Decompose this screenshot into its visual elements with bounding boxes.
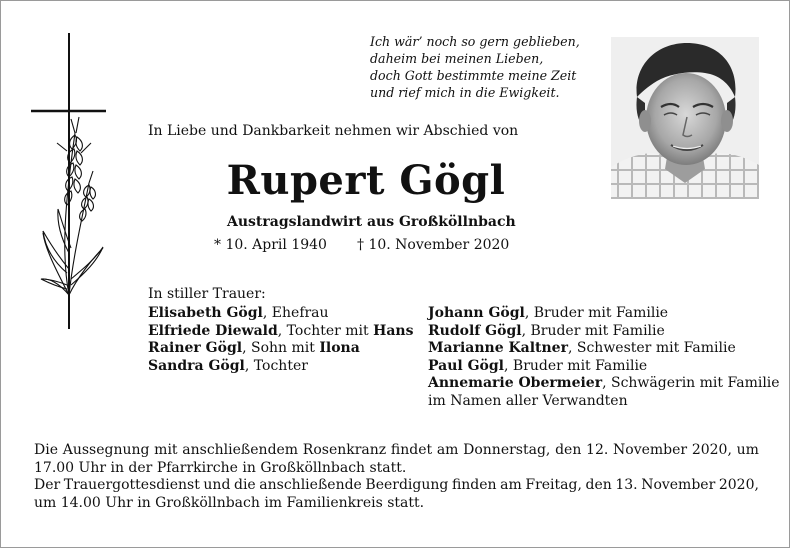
poem-line: und rief mich in die Ewigkeit. bbox=[370, 85, 560, 100]
mourner-entry bbox=[428, 358, 780, 376]
intro-text: In Liebe und Dankbarkeit nehmen wir Abschied von bbox=[148, 123, 519, 139]
mourner-entry bbox=[428, 375, 780, 393]
relatives-text: im Namen aller Verwandten bbox=[428, 392, 628, 409]
mourner-name: Johann Gögl bbox=[428, 305, 525, 321]
deceased-role: Austragslandwirt aus Großköllnbach bbox=[227, 214, 516, 230]
mourners-left-column bbox=[148, 305, 413, 375]
mourner-relation: , Tochter bbox=[244, 357, 308, 374]
mourners-right-column bbox=[428, 305, 780, 410]
relatives-line bbox=[428, 393, 780, 411]
poem-line: doch Gott bestimmte meine Zeit bbox=[370, 68, 577, 83]
mourner-entry bbox=[428, 323, 780, 341]
poem-line: Ich wär’ noch so gern geblieben, bbox=[370, 34, 580, 49]
mourner-name: Rainer Gögl bbox=[148, 340, 243, 356]
deceased-name: Rupert Gögl bbox=[226, 157, 506, 204]
mourner-relation: , Tochter mit bbox=[277, 322, 374, 339]
mourner-entry bbox=[428, 305, 780, 323]
mourner-relation: , Ehefrau bbox=[262, 305, 329, 321]
mourner-entry bbox=[148, 323, 413, 341]
mourner-name: Rudolf Gögl bbox=[428, 322, 522, 339]
mourner-entry bbox=[148, 305, 413, 323]
mourner-name: Paul Gögl bbox=[428, 357, 504, 374]
funeral-notice bbox=[34, 442, 759, 512]
mourner-partner: Ilona bbox=[319, 340, 360, 356]
notice-line: um 14.00 Uhr in Großköllnbach im Familienkreis statt. bbox=[34, 494, 425, 511]
mourner-name: Sandra Gögl bbox=[148, 357, 245, 374]
mourning-label: In stiller Trauer: bbox=[148, 286, 266, 302]
mourner-relation: , Sohn mit bbox=[242, 340, 320, 356]
mourner-relation: , Bruder mit Familie bbox=[524, 305, 669, 321]
death-date: † 10. November 2020 bbox=[357, 237, 510, 253]
mourner-entry bbox=[148, 358, 413, 376]
mourner-entry bbox=[148, 340, 413, 358]
mourner-relation: , Schwägerin mit Familie bbox=[602, 375, 780, 391]
notice-line: 17.00 Uhr in der Pfarrkirche in Großköllnbach statt. bbox=[34, 459, 407, 476]
mourner-name: Annemarie Obermeier bbox=[428, 375, 603, 391]
memorial-poem bbox=[370, 33, 600, 101]
mourner-relation: , Bruder mit Familie bbox=[521, 322, 665, 339]
mourner-name: Elfriede Diewald bbox=[148, 322, 278, 339]
birth-date: * 10. April 1940 bbox=[214, 237, 327, 253]
mourner-relation: , Schwester mit Familie bbox=[567, 340, 736, 356]
poem-line: daheim bei meinen Lieben, bbox=[370, 51, 544, 66]
mourner-name: Marianne Kaltner bbox=[428, 340, 568, 356]
mourner-partner: Hans bbox=[373, 322, 414, 339]
mourner-entry bbox=[428, 340, 780, 358]
mourner-name: Elisabeth Gögl bbox=[148, 305, 263, 321]
mourner-relation: , Bruder mit Familie bbox=[504, 357, 648, 374]
notice-line: Die Aussegnung mit anschließendem Rosenkranz findet am Donnerstag, den 12. November 2020, um bbox=[34, 442, 759, 458]
notice-line: Der Trauergottesdienst und die anschließende Beerdigung finden am Freitag, den 13. November 2020, bbox=[34, 477, 759, 493]
